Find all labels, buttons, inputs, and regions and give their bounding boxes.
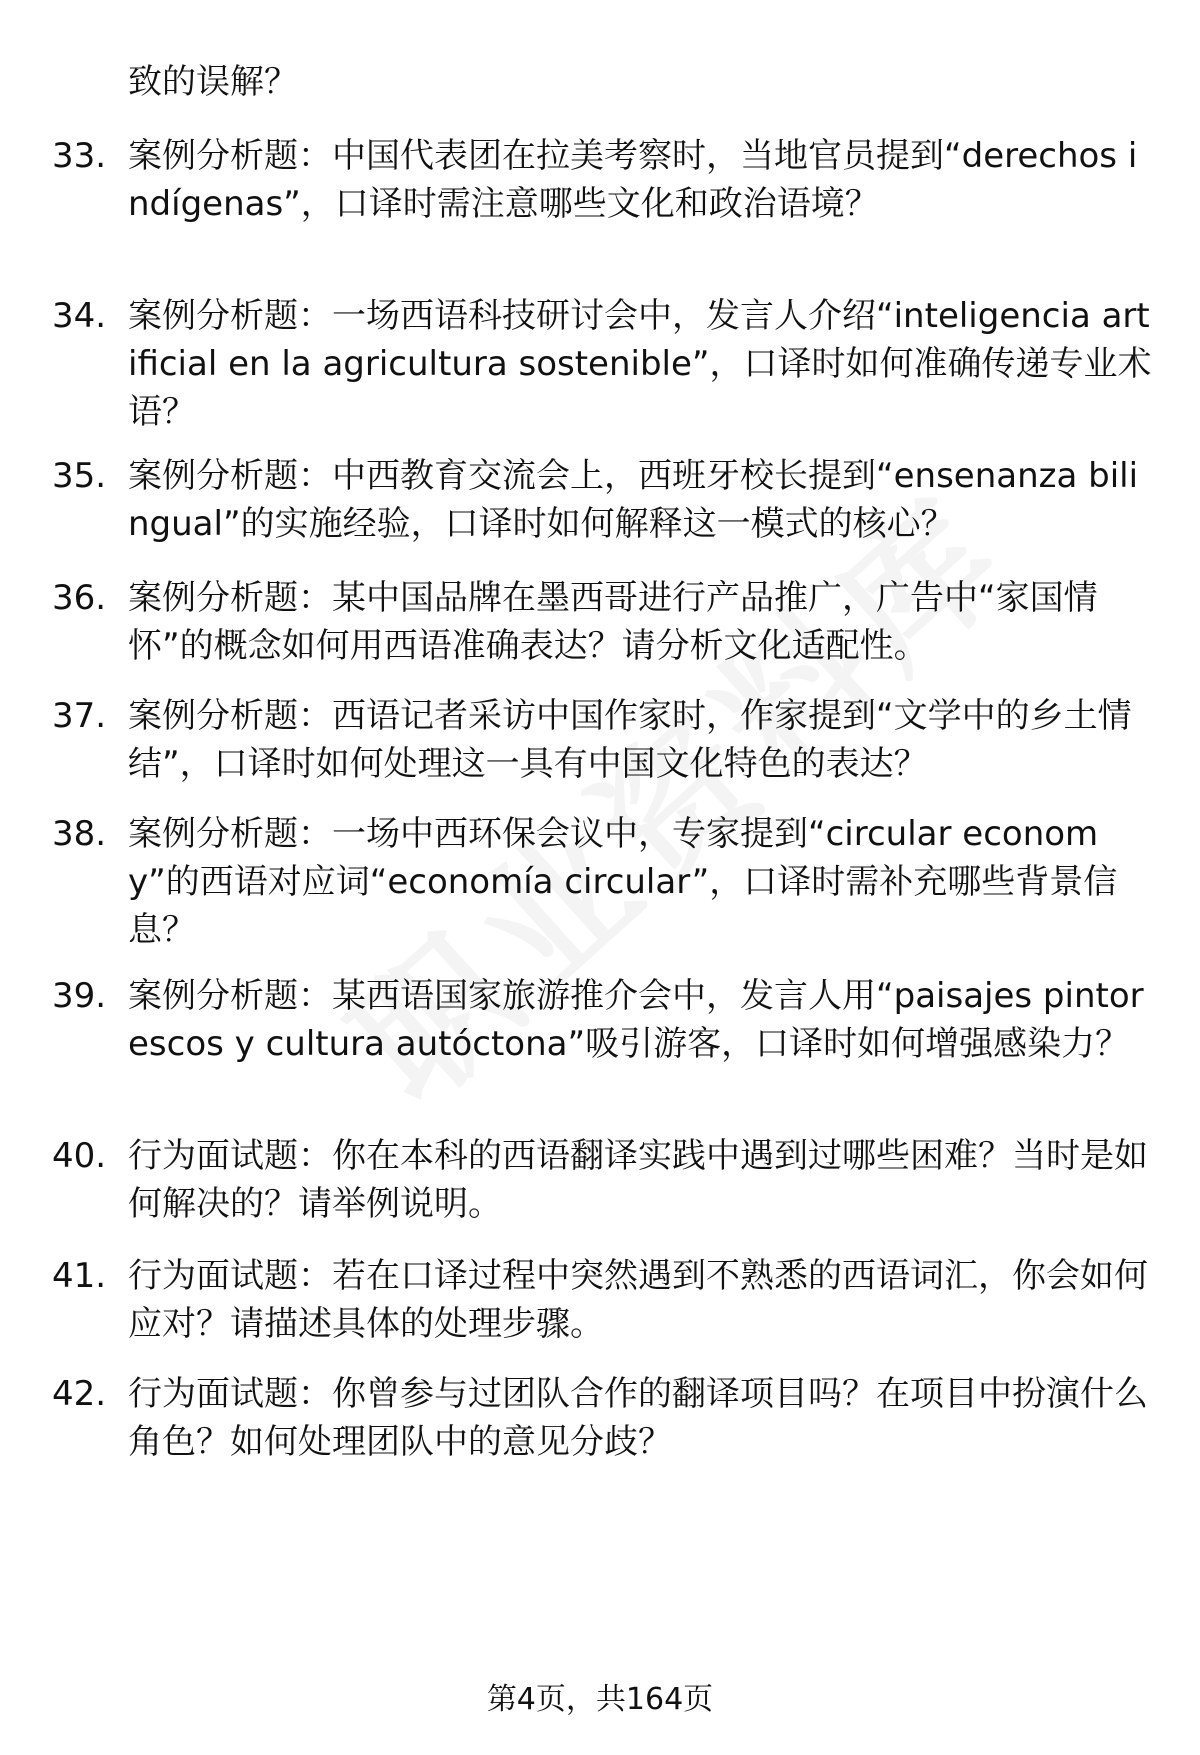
carryover-text: 致的误解？	[128, 62, 298, 102]
question-text: 行为面试题：若在口译过程中突然遇到不熟悉的西语词汇，你会如何应对？请描述具体的处理步骤。	[128, 1256, 1148, 1344]
question-number: 37.	[52, 696, 107, 736]
question-text: 案例分析题：中国代表团在拉美考察时，当地官员提到“derechos indígenas”，口译时需注意哪些文化和政治语境？	[128, 136, 1138, 224]
question-text: 案例分析题：一场西语科技研讨会中，发言人介绍“inteligencia artificial en la agricultura sostenible”，口译时如何准确传递专业术语？	[128, 296, 1152, 432]
question-number: 42.	[52, 1374, 107, 1414]
question-number: 39.	[52, 976, 107, 1016]
question-text: 案例分析题：西语记者采访中国作家时，作家提到“文学中的乡土情结”，口译时如何处理这一具有中国文化特色的表达？	[128, 696, 1132, 784]
question-text: 案例分析题：某西语国家旅游推介会中，发言人用“paisajes pintorescos y cultura autóctona”吸引游客，口译时如何增强感染力？	[128, 976, 1144, 1064]
question-number: 33.	[52, 136, 107, 176]
question-number: 38.	[52, 814, 107, 854]
question-number: 35.	[52, 456, 107, 496]
question-number: 40.	[52, 1136, 107, 1176]
page-footer: 第4页，共164页	[486, 1682, 714, 1717]
question-number: 34.	[52, 296, 107, 336]
question-text: 行为面试题：你在本科的西语翻译实践中遇到过哪些困难？当时是如何解决的？请举例说明。	[128, 1136, 1148, 1224]
question-text: 行为面试题：你曾参与过团队合作的翻译项目吗？在项目中扮演什么角色？如何处理团队中的意见分歧？	[128, 1374, 1148, 1462]
question-text: 案例分析题：中西教育交流会上，西班牙校长提到“ensenanza bilingual”的实施经验，口译时如何解释这一模式的核心？	[128, 456, 1139, 544]
question-number: 41.	[52, 1256, 107, 1296]
question-text: 案例分析题：某中国品牌在墨西哥进行产品推广，广告中“家国情怀”的概念如何用西语准确表达？请分析文化适配性。	[128, 578, 1098, 666]
question-text: 案例分析题：一场中西环保会议中，专家提到“circular economy”的西语对应词“economía circular”，口译时需补充哪些背景信息？	[128, 814, 1118, 950]
question-number: 36.	[52, 578, 107, 618]
